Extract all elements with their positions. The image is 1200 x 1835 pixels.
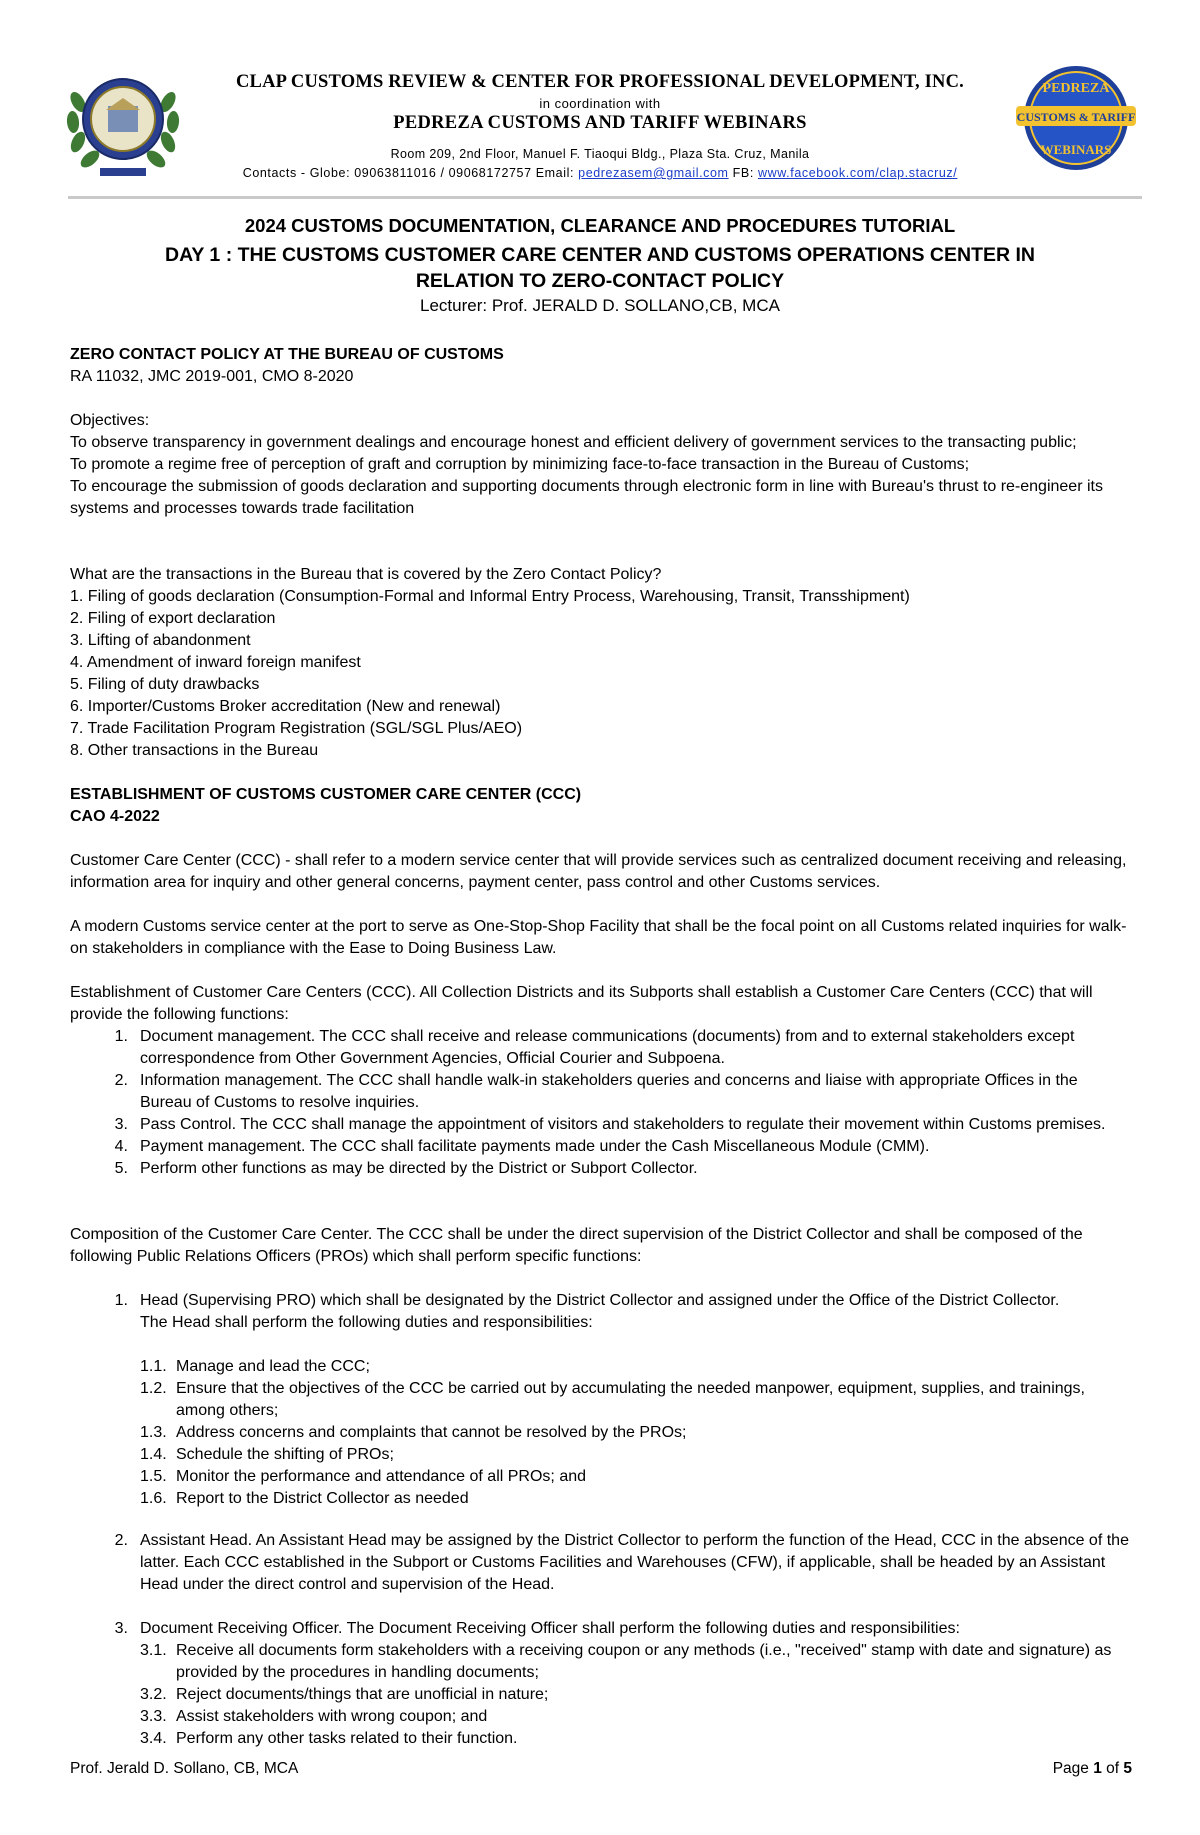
logo-top-text: PEDREZA	[1042, 81, 1110, 96]
org-name: CLAP CUSTOMS REVIEW & CENTER FOR PROFESSIONAL DEVELOPMENT, INC.	[235, 72, 965, 92]
composition-receiving	[70, 1618, 1130, 1640]
list-number: 2.	[114, 1072, 128, 1089]
composition-assistant	[70, 1530, 1130, 1596]
ccc-composition: Composition of the Customer Care Center. The CCC shall be under the direct supervision of the District Collector and shall be composed of the following Public Relations Officers (PROs) which shall perform specific functions:	[70, 1226, 1083, 1265]
transaction-item: 5. Filing of duty drawbacks	[70, 676, 260, 693]
page-number	[1053, 1760, 1132, 1778]
logo-mid-text: CUSTOMS & TARIFF	[1016, 110, 1136, 124]
head-duties-list	[140, 1356, 1130, 1510]
list-number: 4.	[114, 1138, 128, 1155]
section-refs: RA 11032, JMC 2019-001, CMO 8-2020	[70, 368, 354, 385]
sub-list-item	[140, 1466, 1130, 1488]
sub-list-text: Assist stakeholders with wrong coupon; and	[176, 1708, 488, 1725]
section-refs: CAO 4-2022	[70, 808, 160, 825]
list-number: 5.	[114, 1160, 128, 1177]
list-text: Pass Control. The CCC shall manage the appointment of visitors and stakeholders to regulate their movement within Customs premises.	[140, 1116, 1106, 1133]
transaction-item: 3. Lifting of abandonment	[70, 632, 251, 649]
duties-intro: The Head shall perform the following duties and responsibilities:	[140, 1314, 593, 1331]
objective-item: To observe transparency in government dealings and encourage honest and efficient delivery of government services to the transacting public;	[70, 434, 1077, 451]
sub-list-number: 1.6.	[140, 1490, 167, 1507]
day-title-line2: RELATION TO ZERO-CONTACT POLICY	[415, 270, 785, 292]
list-number: 1.	[114, 1028, 128, 1045]
list-text: Head (Supervising PRO) which shall be designated by the District Collector and assigned under the Office of the District Collector.	[140, 1292, 1060, 1309]
sub-list-text: Manage and lead the CCC;	[176, 1358, 370, 1375]
page-current: 1	[1093, 1760, 1102, 1777]
zero-contact-section	[70, 344, 1130, 388]
transaction-item: 8. Other transactions in the Bureau	[70, 742, 319, 759]
objective-item: To encourage the submission of goods declaration and supporting documents through electronic form in line with Bureau's thrust to re-engineer its systems and processes towards trade facilitation	[70, 478, 1103, 517]
page-total: 5	[1123, 1760, 1132, 1777]
list-item	[70, 1136, 1130, 1158]
sub-list-number: 3.3.	[140, 1708, 167, 1725]
coordination-text: in coordination with	[539, 96, 661, 111]
ccc-functions-list	[70, 1026, 1130, 1180]
header-divider	[68, 196, 1142, 199]
day-title-line1: DAY 1 : THE CUSTOMS CUSTOMER CARE CENTER AND CUSTOMS OPERATIONS CENTER IN	[164, 244, 1035, 266]
list-text: Document management. The CCC shall receive and release communications (documents) from and to external stakeholders except correspondence from Other Government Agencies, Official Courier and Subpoena.	[140, 1028, 1075, 1067]
ccc-establishment: Establishment of Customer Care Centers (CCC). All Collection Districts and its Subports shall establish a Customer Care Centers (CCC) that will provide the following functions:	[70, 984, 1093, 1023]
list-number: 1.	[114, 1292, 128, 1309]
sub-list-text: Reject documents/things that are unofficial in nature;	[176, 1686, 549, 1703]
sub-list-number: 1.1.	[140, 1358, 167, 1375]
sub-list-number: 3.1.	[140, 1642, 167, 1659]
ccc-definition: Customer Care Center (CCC) - shall refer to a modern service center that will provide services such as centralized document receiving and releasing, information area for inquiry and other general concerns, payment center, pass control and other Customs services.	[70, 852, 1127, 891]
page-of: of	[1101, 1760, 1124, 1777]
tutorial-title: 2024 CUSTOMS DOCUMENTATION, CLEARANCE AND PROCEDURES TUTORIAL	[244, 215, 956, 236]
facebook-link[interactable]: www.facebook.com/clap.stacruz/	[757, 166, 958, 180]
list-text: Information management. The CCC shall handle walk-in stakeholders queries and concerns and liaise with appropriate Offices in the Bureau of Customs to resolve inquiries.	[140, 1072, 1078, 1111]
sub-list-number: 1.2.	[140, 1380, 167, 1397]
sub-list-item	[140, 1356, 1130, 1378]
list-text: Document Receiving Officer. The Document Receiving Officer shall perform the following duties and responsibilities:	[140, 1620, 960, 1637]
objectives-block	[70, 410, 1130, 520]
sub-list-text: Monitor the performance and attendance of all PROs; and	[176, 1468, 587, 1485]
objective-item: To promote a regime free of perception of graft and corruption by minimizing face-to-face transaction in the Bureau of Customs;	[70, 456, 970, 473]
sub-list-item	[140, 1728, 1130, 1750]
sub-list-item	[140, 1378, 1130, 1422]
sub-list-number: 1.3.	[140, 1424, 167, 1441]
transactions-block	[70, 564, 1130, 762]
receiving-duties-list	[140, 1640, 1130, 1750]
sub-list-text: Address concerns and complaints that cannot be resolved by the PROs;	[176, 1424, 687, 1441]
list-number: 3.	[114, 1620, 128, 1637]
sub-list-text: Receive all documents form stakeholders with a receiving coupon or any methods (i.e., "received" stamp with date and signature) as provided by the procedures in handling documents;	[176, 1642, 1112, 1681]
list-item	[70, 1158, 1130, 1180]
ccc-section	[70, 784, 1130, 828]
list-text: Perform other functions as may be directed by the District or Subport Collector.	[140, 1160, 698, 1177]
section-heading: ESTABLISHMENT OF CUSTOMS CUSTOMER CARE CENTER (CCC)	[70, 786, 582, 803]
list-number: 3.	[114, 1116, 128, 1133]
list-item	[70, 1114, 1130, 1136]
footer-author: Prof. Jerald D. Sollano, CB, MCA	[70, 1760, 299, 1777]
section-heading: ZERO CONTACT POLICY AT THE BUREAU OF CUSTOMS	[70, 346, 504, 363]
sub-list-number: 1.5.	[140, 1468, 167, 1485]
fb-prefix: FB:	[728, 166, 758, 180]
transaction-item: 6. Importer/Customs Broker accreditation (New and renewal)	[70, 698, 501, 715]
sub-list-item	[140, 1422, 1130, 1444]
sub-list-item	[140, 1706, 1130, 1728]
sub-list-text: Ensure that the objectives of the CCC be carried out by accumulating the needed manpower, equipment, supplies, and trainings, among others;	[176, 1380, 1085, 1419]
transaction-item: 2. Filing of export declaration	[70, 610, 276, 627]
transaction-item: 4. Amendment of inward foreign manifest	[70, 654, 361, 671]
composition-head	[70, 1290, 1130, 1334]
list-item	[70, 1530, 1130, 1596]
day-title	[70, 242, 1130, 294]
transaction-item: 7. Trade Facilitation Program Registration (SGL/SGL Plus/AEO)	[70, 720, 523, 737]
list-number: 2.	[114, 1532, 128, 1549]
lecturer: Lecturer: Prof. JERALD D. SOLLANO,CB, MCA	[420, 296, 780, 315]
sub-list-number: 3.4.	[140, 1730, 167, 1747]
contacts-prefix: Contacts - Globe: 09063811016 / 09068172757 Email:	[242, 166, 579, 180]
sub-list-text: Schedule the shifting of PROs;	[176, 1446, 394, 1463]
list-item	[70, 1618, 1130, 1640]
transaction-item: 1. Filing of goods declaration (Consumption-Formal and Informal Entry Process, Warehousing, Transit, Transshipment)	[70, 588, 910, 605]
sub-list-item	[140, 1488, 1130, 1510]
email-link[interactable]: pedrezasem@gmail.com	[578, 166, 729, 180]
webinar-name: PEDREZA CUSTOMS AND TARIFF WEBINARS	[393, 113, 807, 133]
sub-list-text: Report to the District Collector as needed	[176, 1490, 469, 1507]
sub-list-item	[140, 1640, 1130, 1684]
sub-list-item	[140, 1684, 1130, 1706]
sub-list-text: Perform any other tasks related to their function.	[176, 1730, 518, 1747]
transactions-question: What are the transactions in the Bureau that is covered by the Zero Contact Policy?	[70, 566, 662, 583]
list-text: Payment management. The CCC shall facilitate payments made under the Cash Miscellaneous Module (CMM).	[140, 1138, 930, 1155]
page-prefix: Page	[1052, 1760, 1094, 1777]
list-item	[70, 1070, 1130, 1114]
sub-list-item	[140, 1444, 1130, 1466]
address: Room 209, 2nd Floor, Manuel F. Tiaoqui Bldg., Plaza Sta. Cruz, Manila	[390, 147, 810, 161]
list-text: Assistant Head. An Assistant Head may be assigned by the District Collector to perform the function of the Head, CCC in the absence of the latter. Each CCC established in the Subport or Customs Facilities and Warehouses (CFW), if applicable, shall be headed by an Assistant Head under the direct control and supervision of the Head.	[140, 1532, 1129, 1593]
sub-list-number: 3.2.	[140, 1686, 167, 1703]
contacts-line	[140, 166, 1060, 180]
sub-list-number: 1.4.	[140, 1446, 167, 1463]
list-item	[70, 1026, 1130, 1070]
list-item	[70, 1290, 1130, 1334]
logo-bottom-text: WEBINARS	[1040, 142, 1112, 157]
ccc-one-stop: A modern Customs service center at the port to serve as One-Stop-Shop Facility that shall be the focal point on all Customs related inquiries for walk-on stakeholders in compliance with the Ease to Doing Business Law.	[70, 918, 1127, 957]
objectives-label: Objectives:	[70, 412, 150, 429]
